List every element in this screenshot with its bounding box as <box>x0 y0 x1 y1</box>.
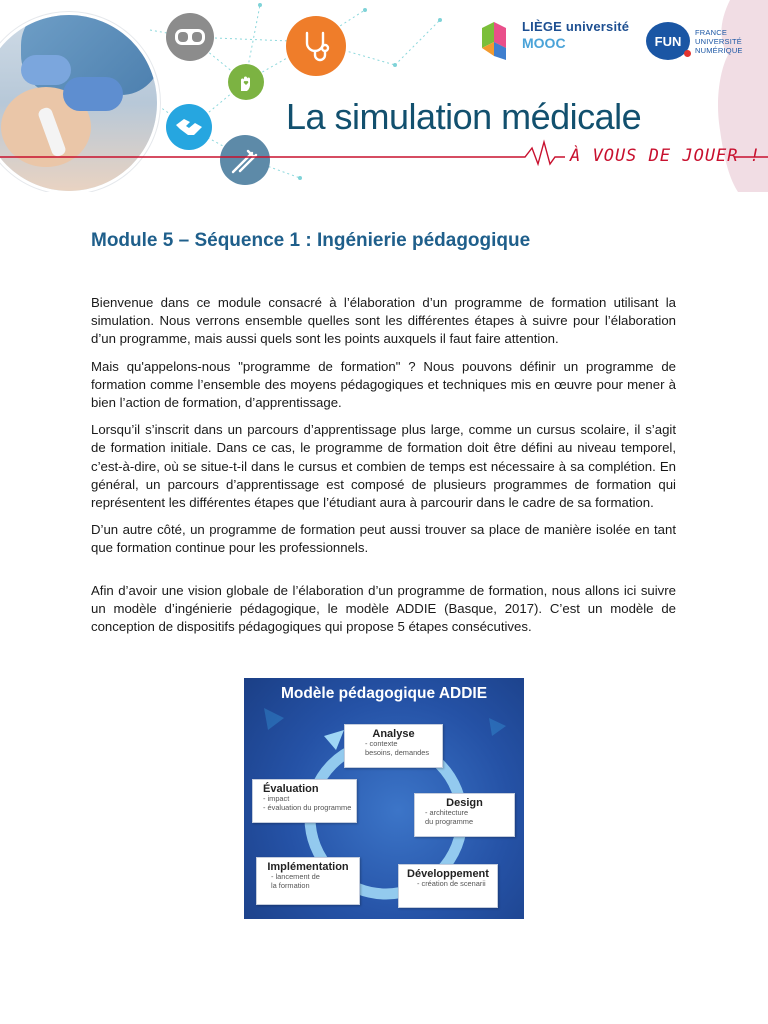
diagram-title: Modèle pédagogique ADDIE <box>280 685 488 702</box>
fun-logo-text <box>695 28 743 55</box>
liege-line2: MOOC <box>522 35 566 51</box>
fun-logo-badge: FUN <box>646 22 690 60</box>
paragraph: Mais qu'appelons-nous "programme de formation" ? Nous pouvons définir un programme de formation comme l’ensemble des moyens pédagogiques et techniques mis en œuvre pour mener à bien l’action de formation, d’apprentissage. <box>91 358 676 411</box>
step-title: Analyse <box>372 728 415 740</box>
goggles-icon <box>166 13 214 61</box>
fun-logo-dot <box>684 50 691 57</box>
step-title: Évaluation <box>263 783 319 795</box>
header-banner <box>0 0 768 192</box>
step-item: - architecture <box>425 808 469 817</box>
step-item: - création de scenarii <box>417 879 486 888</box>
step-title: Implémentation <box>267 861 349 873</box>
paragraph: Afin d’avoir une vision globale de l’élaboration d’un programme de formation, nous allons ici suivre un modèle d’ingénierie pédagogique, le modèle ADDIE (Basque, 2017). C’est un modèle de conception de dispositifs pédagogiques qui propose 5 étapes consécutives. <box>91 582 676 635</box>
step-item: - évaluation du programme <box>263 802 352 812</box>
step-item: - contexte <box>365 739 398 748</box>
step-item: la formation <box>271 880 310 890</box>
step-evaluation <box>252 779 357 823</box>
step-item: - lancement de <box>271 872 320 881</box>
liege-logo-text <box>522 20 629 50</box>
paragraph: D’un autre côté, un programme de formation peut aussi trouver sa place de manière isolée en tant que formation continue pour les professionnels. <box>91 522 676 556</box>
step-item: besoins, demandes <box>365 747 430 757</box>
step-title: Design <box>446 797 483 809</box>
module-title: Module 5 – Séquence 1 : Ingénierie pédagogique <box>91 230 531 251</box>
paragraph: Bienvenue dans ce module consacré à l’élaboration d’un programme de formation utilisant la simulation. Nous verrons ensemble quelles sont les différentes étapes à suivre pour l’élaboration d’un programme, mais aussi quels sont les points auxquels il faut faire attention. <box>91 295 676 347</box>
step-developpement <box>398 864 498 908</box>
step-title: Développement <box>407 868 489 880</box>
fun-line1: FRANCE <box>695 28 728 37</box>
hand-heart-icon <box>228 64 264 100</box>
paragraph: Lorsqu’il s’inscrit dans un parcours d’apprentissage plus large, comme un cursus scolaire, il s’agit de formation initiale. Dans ce cas, le programme de formation doit être défini au niveau temporel, c’est-à-dire, où se situe-t-il dans le cursus et combien de temps est nécessaire à sa complétion. En général, un parcours d’apprentissage est composé de plusieurs programmes de formation qui représentent les différentes étapes que l’étudiant aura à parcourir dans le cadre de sa formation. <box>91 422 676 511</box>
fun-line3: NUMÉRIQUE <box>695 46 743 55</box>
liege-line1: LIÈGE université <box>522 19 630 34</box>
step-item: - impact <box>263 794 290 803</box>
banner-title: La simulation médicale <box>286 96 642 137</box>
step-design <box>414 793 515 837</box>
addie-diagram <box>244 678 524 919</box>
step-implementation <box>256 857 360 905</box>
stethoscope-icon <box>286 16 346 76</box>
fun-line2: UNIVERSITÉ <box>695 37 743 46</box>
body-text <box>91 294 676 645</box>
step-item: du programme <box>425 816 474 826</box>
step-analyse <box>344 724 443 768</box>
banner-tagline: À VOUS DE JOUER ! <box>570 146 761 166</box>
